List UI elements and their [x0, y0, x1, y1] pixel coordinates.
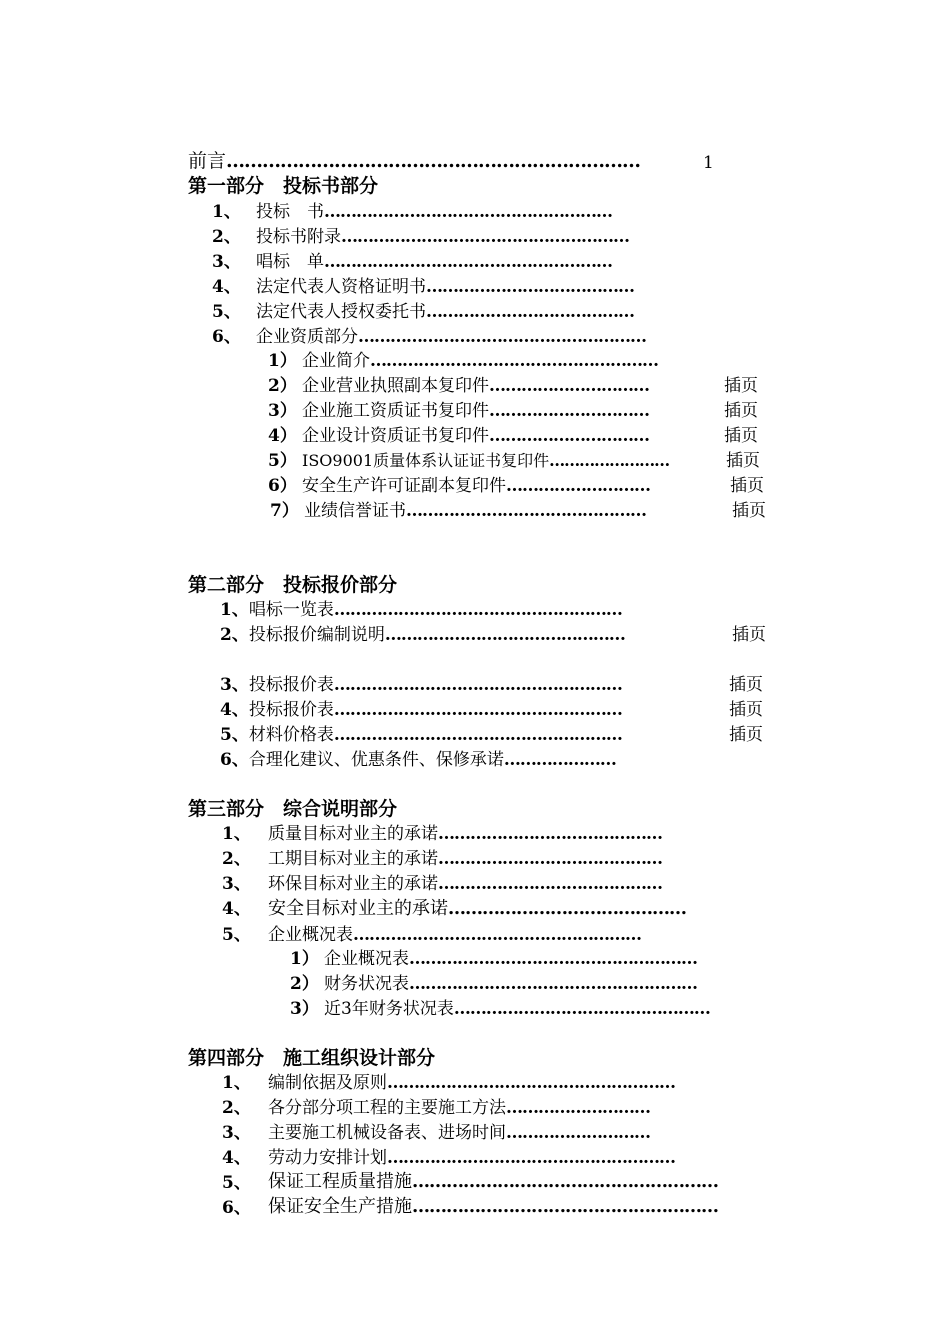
- part4-item-6: [268, 1196, 718, 1218]
- toc-label: 投标报价表: [248, 675, 334, 695]
- part1-item-2-num: 2、: [212, 227, 241, 247]
- toc-label: 主要施工机械设备表、进场时间: [268, 1123, 506, 1143]
- part1-item-3-num: 3、: [212, 252, 241, 272]
- preface-page: 1: [703, 153, 714, 173]
- part4-item-2-num: 2、: [222, 1098, 251, 1118]
- toc-num: 1、: [220, 600, 249, 620]
- part3-item-1: [268, 823, 662, 845]
- toc-label: 投标 书: [256, 202, 324, 222]
- part4-item-6-num: 6、: [222, 1198, 251, 1218]
- part2-item-6: [220, 749, 616, 771]
- leader-dots: ……………………………………: [438, 874, 662, 894]
- toc-label: 合理化建议、优惠条件、保修承诺: [248, 750, 504, 770]
- toc-label: 投标报价编制说明: [248, 625, 385, 645]
- part1-sub-5-num: 5）: [268, 451, 297, 471]
- toc-num: 3、: [220, 675, 249, 695]
- part1-sub-4-num: 4）: [268, 426, 297, 446]
- toc-label: 安全生产许可证副本复印件: [302, 476, 506, 496]
- part1-item-6-num: 6、: [212, 327, 241, 347]
- toc-label: 质量目标对业主的承诺: [268, 824, 438, 844]
- insert-page-label: 插页: [724, 426, 758, 446]
- toc-label: 安全目标对业主的承诺: [268, 898, 448, 919]
- leader-dots: ………………………………………: [384, 625, 625, 645]
- preface-label: 前言: [188, 150, 227, 172]
- preface-entry: [188, 150, 640, 172]
- part1-sub-1-num: 1）: [268, 351, 297, 371]
- toc-label: 各分部分项工程的主要施工方法: [268, 1098, 506, 1118]
- toc-label: 财务状况表: [324, 974, 409, 994]
- toc-label: ISO9001质量体系认证证书复印件: [302, 451, 550, 470]
- toc-label: 法定代表人授权委托书: [256, 302, 426, 322]
- leader-dots: ………………………………………………: [409, 949, 697, 969]
- part4-item-4: [268, 1147, 675, 1169]
- insert-page-label: 插页: [729, 700, 763, 720]
- part1-item-1-num: 1、: [212, 202, 241, 222]
- toc-label: 企业概况表: [324, 949, 409, 969]
- leader-dots: ………………………………………………: [341, 227, 629, 247]
- leader-dots: ………………………………………………: [409, 974, 697, 994]
- toc-label: 保证安全生产措施: [268, 1196, 412, 1217]
- insert-page-label: 插页: [729, 725, 763, 745]
- leader-dots: …………………………………………: [453, 999, 710, 1019]
- toc-label: 业绩信誉证书: [304, 501, 406, 521]
- leader-dots: ……………………………………: [438, 824, 662, 844]
- insert-page-label: 插页: [724, 401, 758, 421]
- part1-item-5: [256, 301, 634, 323]
- part3-item-2-num: 2、: [222, 849, 251, 869]
- insert-page-label: 插页: [732, 501, 766, 521]
- toc-num: 4、: [220, 700, 249, 720]
- leader-dots: ………………………………………………: [387, 1073, 675, 1093]
- toc-label: 企业简介: [302, 351, 370, 371]
- part1-sub-5: [302, 450, 669, 472]
- part3-item-4: [268, 898, 686, 920]
- toc-label: 企业设计资质证书复印件: [302, 426, 489, 446]
- part2-item-2: [220, 624, 625, 646]
- leader-dots: ………………………………………………: [358, 327, 646, 347]
- toc-label: 近3年财务状况表: [324, 999, 454, 1019]
- insert-page-label: 插页: [730, 476, 764, 496]
- insert-page-label: 插页: [729, 675, 763, 695]
- leader-dots: …………………………………: [426, 277, 634, 297]
- part3-item-3: [268, 873, 662, 895]
- part2-item-3: [220, 674, 622, 696]
- part1-item-4: [256, 276, 634, 298]
- part4-title: 第四部分 施工组织设计部分: [188, 1047, 436, 1069]
- leader-dots: ………………………: [506, 1098, 650, 1118]
- part3-item-5: [268, 924, 641, 946]
- insert-page-label: 插页: [726, 451, 760, 471]
- toc-label: 投标报价表: [248, 700, 334, 720]
- part2-item-4: [220, 699, 622, 721]
- part4-item-3-num: 3、: [222, 1123, 251, 1143]
- part4-item-5-num: 5、: [222, 1173, 251, 1193]
- toc-label: 编制依据及原则: [268, 1073, 387, 1093]
- part1-item-3: [256, 251, 612, 273]
- part1-item-4-num: 4、: [212, 277, 241, 297]
- leader-dots: ………………………………………: [406, 501, 646, 521]
- leader-dots: …………………: [503, 750, 616, 770]
- part1-sub-4: [302, 425, 649, 447]
- part3-item-3-num: 3、: [222, 874, 251, 894]
- leader-dots: ………………………………………………: [387, 1148, 675, 1168]
- toc-label: 企业资质部分: [256, 327, 358, 347]
- toc-label: 唱标 单: [256, 252, 324, 272]
- toc-label: 唱标一览表: [248, 600, 334, 620]
- toc-label: 法定代表人资格证明书: [256, 277, 426, 297]
- part4-item-5: [268, 1171, 718, 1193]
- part1-sub-7-num: 7）: [270, 501, 299, 521]
- part3-sub-2: [324, 973, 697, 995]
- part4-item-3: [268, 1122, 650, 1144]
- toc-label: 企业营业执照副本复印件: [302, 376, 489, 396]
- part4-item-1: [268, 1072, 675, 1094]
- part3-item-2: [268, 848, 662, 870]
- toc-label: 劳动力安排计划: [268, 1148, 387, 1168]
- part1-sub-6: [302, 475, 650, 497]
- leader-dots: …………………………: [489, 401, 649, 421]
- part1-item-1: [256, 201, 612, 223]
- leader-dots: ………………………: [506, 1123, 650, 1143]
- part1-sub-2-num: 2）: [268, 376, 297, 396]
- part3-item-5-num: 5、: [222, 925, 251, 945]
- part1-sub-2: [302, 375, 649, 397]
- part4-item-4-num: 4、: [222, 1148, 251, 1168]
- leader-dots: ………………………………………………: [333, 675, 622, 695]
- part1-item-5-num: 5、: [212, 302, 241, 322]
- leader-dots: ………………………………………………: [333, 725, 622, 745]
- leader-dots: ………………………………………………: [412, 1171, 718, 1192]
- leader-dots: ………………………………………………: [370, 351, 658, 371]
- toc-label: 投标书附录: [256, 227, 341, 247]
- leader-dots: ………………………: [506, 476, 650, 496]
- leader-dots: ……………………………………………………………: [226, 150, 641, 172]
- leader-dots: …………………………: [489, 376, 649, 396]
- leader-dots: ……………………………………: [438, 849, 662, 869]
- part3-sub-3-num: 3）: [290, 999, 319, 1019]
- toc-label: 工期目标对业主的承诺: [268, 849, 438, 869]
- part1-sub-6-num: 6）: [268, 476, 297, 496]
- insert-page-label: 插页: [732, 625, 766, 645]
- leader-dots: ………………………………………………: [324, 252, 612, 272]
- leader-dots: ………………………………………………: [353, 925, 641, 945]
- toc-num: 2、: [220, 625, 249, 645]
- toc-label: 保证工程质量措施: [268, 1171, 412, 1192]
- toc-num: 6、: [220, 750, 249, 770]
- part1-item-2: [256, 226, 629, 248]
- toc-label: 企业施工资质证书复印件: [302, 401, 489, 421]
- part3-sub-2-num: 2）: [290, 974, 319, 994]
- leader-dots: ……………………: [549, 451, 670, 470]
- part4-item-1-num: 1、: [222, 1073, 251, 1093]
- leader-dots: ………………………………………………: [333, 700, 622, 720]
- part1-sub-3: [302, 400, 649, 422]
- part3-sub-1: [324, 948, 697, 970]
- part4-item-2: [268, 1097, 650, 1119]
- leader-dots: …………………………: [489, 426, 649, 446]
- toc-label: 材料价格表: [248, 725, 334, 745]
- part3-sub-1-num: 1）: [290, 949, 319, 969]
- part1-title: 第一部分 投标书部分: [188, 175, 379, 197]
- part1-item-6: [256, 326, 646, 348]
- part2-item-5: [220, 724, 622, 746]
- part2-item-1: [220, 599, 622, 621]
- part1-sub-1: [302, 350, 658, 372]
- part3-sub-3: [324, 998, 710, 1020]
- toc-num: 5、: [220, 725, 249, 745]
- part1-sub-7: [304, 500, 646, 522]
- toc-label: 环保目标对业主的承诺: [268, 874, 438, 894]
- toc-label: 企业概况表: [268, 925, 353, 945]
- insert-page-label: 插页: [724, 376, 758, 396]
- part2-title: 第二部分 投标报价部分: [188, 574, 398, 596]
- part1-sub-3-num: 3）: [268, 401, 297, 421]
- part3-item-4-num: 4、: [222, 899, 251, 919]
- leader-dots: ………………………………………………: [412, 1196, 718, 1217]
- part3-item-1-num: 1、: [222, 824, 251, 844]
- leader-dots: ………………………………………………: [324, 202, 612, 222]
- leader-dots: ……………………………………: [448, 898, 686, 919]
- leader-dots: ………………………………………………: [333, 600, 622, 620]
- leader-dots: …………………………………: [426, 302, 634, 322]
- part3-title: 第三部分 综合说明部分: [188, 798, 398, 820]
